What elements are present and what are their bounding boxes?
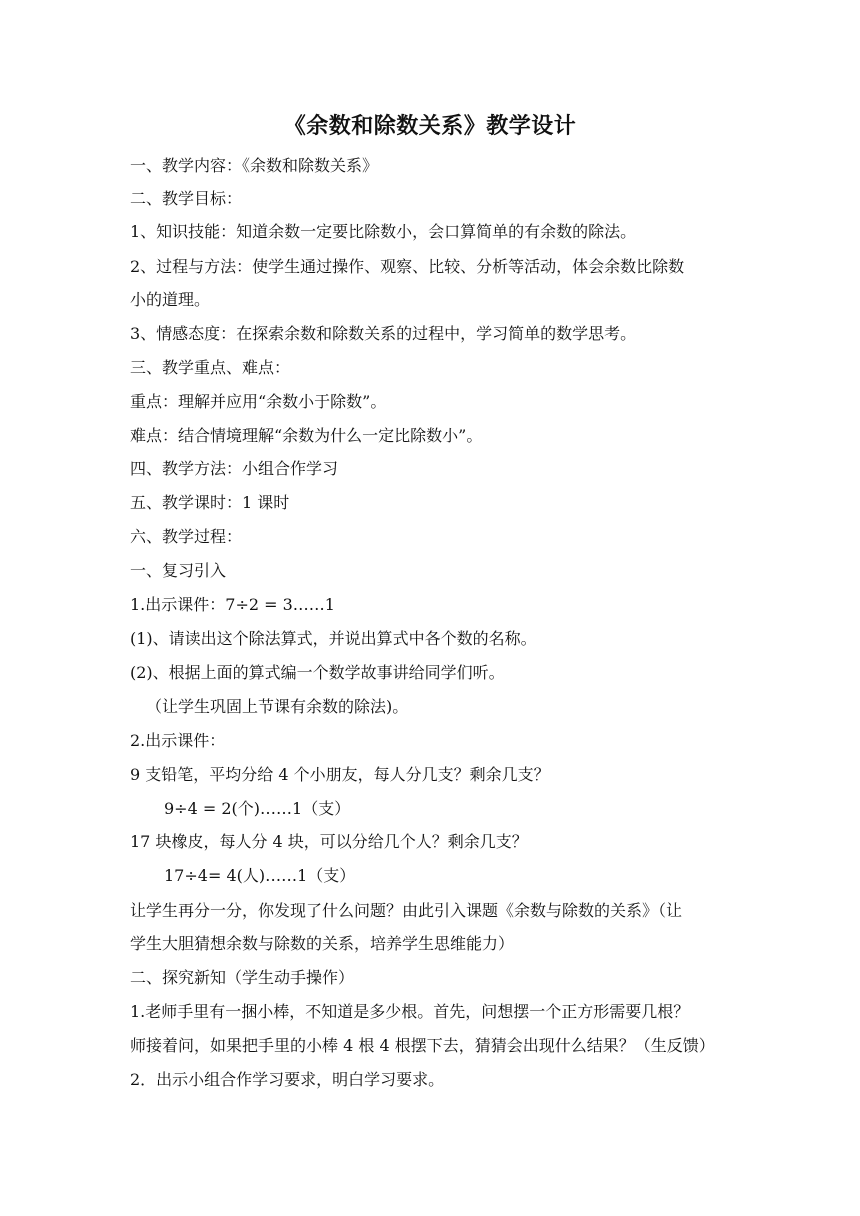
text-line: 3、情感态度：在探索余数和除数关系的过程中，学习简单的数学思考。 (130, 324, 637, 343)
text-line: 一、教学内容：《余数和除数关系》 (130, 156, 379, 175)
text-line: 四、教学方法：小组合作学习 (130, 459, 339, 478)
text-line: 17 块橡皮，每人分 4 块，可以分给几个人？剩余几支？ (130, 832, 528, 851)
text-line: 学生大胆猜想余数与除数的关系，培养学生思维能力） (130, 934, 515, 953)
text-line: 1、知识技能：知道余数一定要比除数小，会口算简单的有余数的除法。 (130, 222, 637, 241)
text-line: 二、教学目标： (130, 189, 243, 208)
text-line: 二、探究新知（学生动手操作） (130, 968, 355, 987)
text-line: (2)、根据上面的算式编一个数学故事讲给同学们听。 (130, 663, 505, 682)
text-line: 1.出示课件：7÷2 = 3……1 (130, 595, 335, 614)
text-line: 小的道理。 (130, 290, 211, 309)
text-line: 难点：结合情境理解“余数为什么一定比除数小”。 (130, 426, 483, 445)
text-line: （让学生巩固上节课有余数的除法)。 (146, 697, 409, 716)
text-line: 五、教学课时：1 课时 (130, 493, 290, 512)
text-line: 9÷4 = 2(个)……1（支） (164, 799, 351, 818)
text-line: 17÷4= 4(人)……1（支） (164, 866, 356, 885)
text-line: (1)、请读出这个除法算式，并说出算式中各个数的名称。 (130, 629, 537, 648)
text-line: 六、教学过程： (130, 527, 243, 546)
text-line: 一、复习引入 (130, 561, 227, 580)
text-line: 9 支铅笔，平均分给 4 个小朋友，每人分几支？剩余几支？ (130, 765, 550, 784)
text-line: 师接着问，如果把手里的小棒 4 根 4 根摆下去，猜猜会出现什么结果？（生反馈） (130, 1036, 715, 1055)
text-line: 1.老师手里有一捆小棒，不知道是多少根。首先，问想摆一个正方形需要几根？ (130, 1002, 690, 1021)
text-line: 重点：理解并应用“余数小于除数”。 (130, 392, 387, 411)
text-line: 2、过程与方法：使学生通过操作、观察、比较、分析等活动，体会余数比除数 (130, 257, 685, 276)
text-line: 三、教学重点、难点： (130, 358, 291, 377)
document-title: 《余数和除数关系》教学设计 (283, 114, 577, 139)
text-line: 2．出示小组合作学习要求，明白学习要求。 (130, 1070, 445, 1089)
text-line: 让学生再分一分，你发现了什么问题？由此引入课题《余数与除数的关系》（让 (130, 901, 683, 920)
text-line: 2.出示课件： (130, 731, 226, 750)
